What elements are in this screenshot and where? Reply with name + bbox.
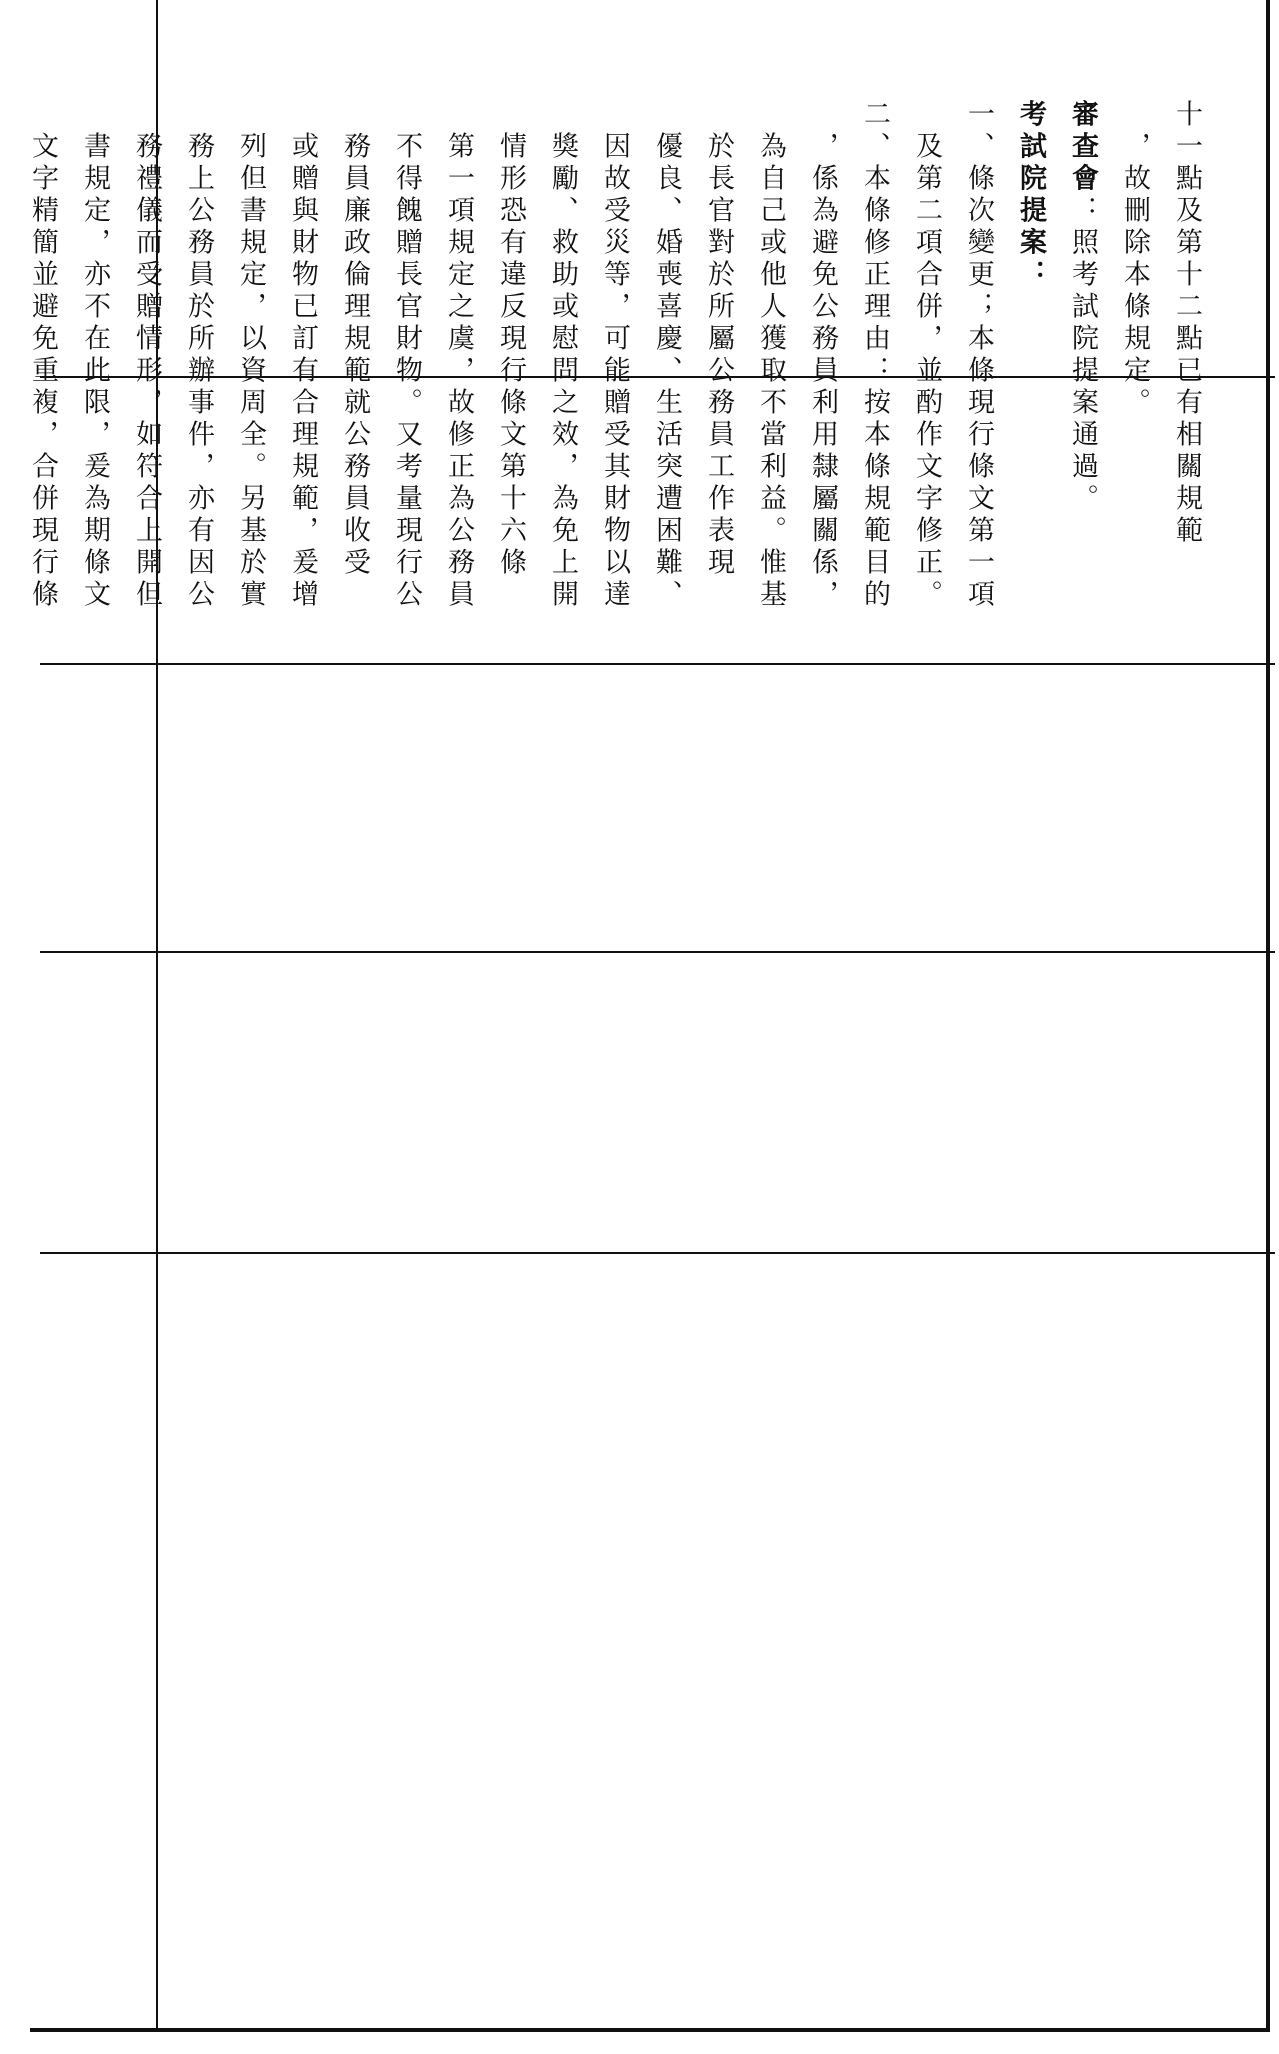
explanation-line-13: 務員廉政倫理規範就公務員收受 [339, 99, 370, 580]
explanation-line-12: 不得餽贈長官財物。又考量現行公 [391, 99, 422, 612]
explanation-line-3: 二、本條修正理由：按本條規範目的 [859, 99, 890, 612]
explanation-line-10: 情形恐有違反現行條文第十六條 [495, 99, 526, 580]
review-text: ：照考試院提案通過。 [1067, 195, 1098, 516]
explanation-line-16: 務上公務員於所辦事件，亦有因公 [183, 99, 214, 612]
explanation-line-6: 於長官對於所屬公務員工作表現 [703, 99, 734, 580]
explanation-line-11: 第一項規定之虞，故修正為公務員 [443, 99, 474, 612]
explanation-column [27, 18, 1264, 612]
row-divider-2 [40, 951, 1275, 953]
explanation-text [0, 18, 1264, 612]
explanation-line-7: 優良、婚喪喜慶、生活突遭困難、 [651, 99, 682, 612]
bottom-border [30, 2028, 1270, 2032]
explanation-line-14: 或贈與財物已訂有合理規範，爰增 [287, 99, 318, 612]
explanation-line-1: 一、條次變更；本條現行條文第一項 [963, 99, 994, 612]
explanation-line-17: 務禮儀而受贈情形，如符合上開但 [131, 99, 162, 612]
explanation-line-5: 為自己或他人獲取不當利益。惟基 [755, 99, 786, 612]
row-divider-1 [40, 1252, 1275, 1254]
explanation-top-line-1: 十一點及第十二點已有相關規範 [1171, 99, 1202, 548]
row-divider-3 [40, 663, 1275, 665]
explanation-line-9: 獎勵、救助或慰問之效，為免上開 [547, 99, 578, 612]
explanation-line-19: 文字精簡並避免重複，合併現行條 [27, 99, 58, 612]
review-label: 審查會 [1067, 99, 1098, 196]
column-divider-2 [1266, 0, 1270, 2032]
explanation-line-15: 列但書規定，以資周全。另基於實 [235, 99, 266, 612]
explanation-line-18: 書規定，亦不在此限，爰為期條文 [79, 99, 110, 612]
explanation-top-line-2: ，故刪除本條規定。 [1119, 99, 1150, 420]
explanation-header: 考試院提案： [1015, 99, 1046, 292]
explanation-line-4: ，係為避免公務員利用隸屬關係， [807, 99, 838, 612]
explanation-line-2: 及第二項合併，並酌作文字修正。 [911, 99, 942, 612]
explanation-line-8: 因故受災等，可能贈受其財物以達 [599, 99, 630, 612]
